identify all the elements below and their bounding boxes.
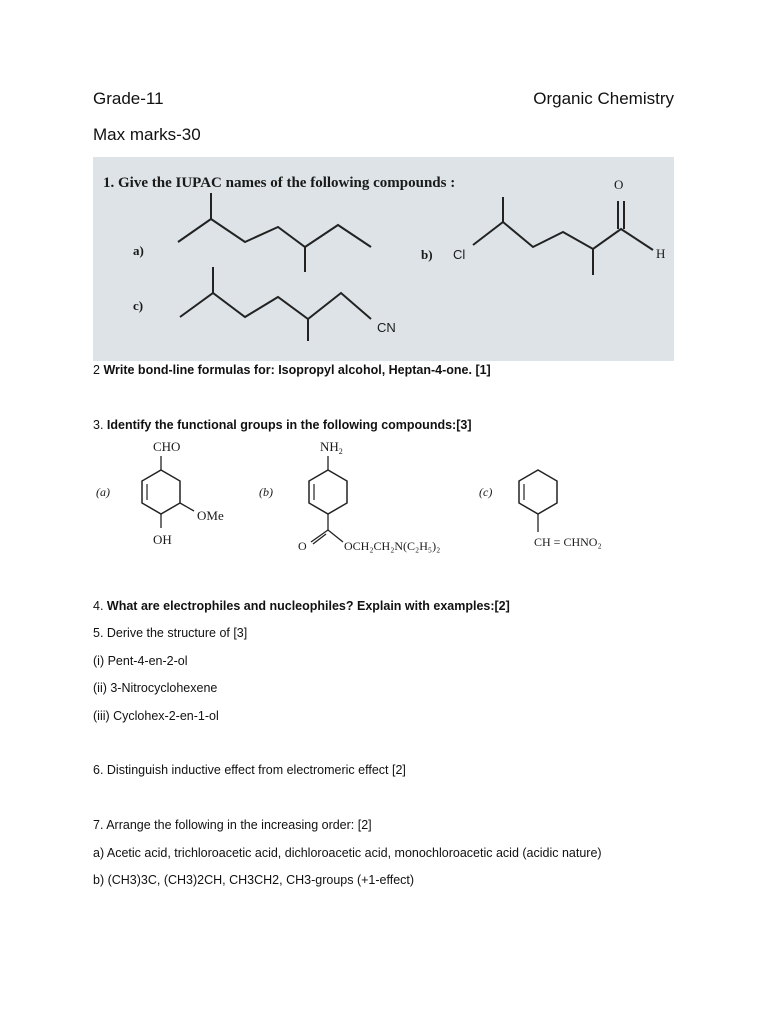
compound-a-chain: [178, 219, 371, 247]
compound-c-chain: [180, 293, 371, 319]
q3-c-chain: CH = CHNO₂: [534, 535, 602, 549]
q1-part-b-label: b): [421, 247, 433, 262]
grade-label: Grade-11: [93, 89, 164, 108]
question-7-part-b: b) (CH3)3C, (CH3)2CH, CH3CH2, CH3-groups (+1-effect): [93, 873, 415, 887]
q3-label-b: (b): [259, 485, 273, 499]
question-2: [93, 363, 491, 377]
question-6: 6. Distinguish inductive effect from electromeric effect [2]: [93, 763, 406, 777]
q1-part-c-label: c): [133, 298, 144, 313]
q3-b-chain: OCH₂CH₂N(C₂H₅)₂: [344, 539, 441, 553]
question-5-item: (ii) 3-Nitrocyclohexene: [93, 681, 218, 695]
q3-a-ome: OMe: [197, 508, 224, 523]
question-5-item: (iii) Cyclohex-2-en-1-ol: [93, 709, 219, 723]
compound-b-chain: [473, 222, 653, 250]
subject-label: Organic Chemistry: [533, 89, 674, 108]
question-3-structures: [93, 436, 633, 561]
question-7-part-a: a) Acetic acid, trichloroacetic acid, dichloroacetic acid, monochloroacetic acid (acidic nature): [93, 846, 602, 860]
question-4-text: What are electrophiles and nucleophiles? Explain with examples:[2]: [106, 599, 510, 613]
q1-part-a-label: a): [133, 243, 144, 258]
question-1-title: 1. Give the IUPAC names of the following compounds :: [103, 175, 456, 191]
question-5-item: (i) Pent-4-en-2-ol: [93, 654, 188, 668]
question-2-number: 2: [93, 363, 100, 377]
question-7-title: 7. Arrange the following in the increasing order: [2]: [93, 818, 372, 832]
max-marks-label: Max marks-30: [93, 125, 201, 144]
benzene-ring-b: [309, 470, 347, 514]
question-4: [93, 599, 510, 613]
q3-b-nh2: $NH_2$: [320, 439, 343, 456]
benzene-ring-c: [519, 470, 557, 514]
q1-chlorine-label: Cl: [453, 247, 466, 262]
q3-b-o: O: [298, 539, 307, 553]
question-5-title: 5. Derive the structure of [3]: [93, 626, 248, 640]
q1-cyano-label: CN: [377, 320, 396, 335]
question-2-text: Write bond-line formulas for: Isopropyl alcohol, Heptan-4-one. [1]: [103, 363, 491, 377]
question-1-structures: [93, 157, 674, 361]
question-3: [93, 418, 471, 432]
q3-label-c: (c): [479, 485, 493, 499]
question-4-number: 4.: [93, 599, 104, 613]
question-3-text: Identify the functional groups in the following compounds:[3]: [106, 418, 472, 432]
q3-a-oh: OH: [153, 532, 172, 547]
functional-group-structures: [93, 436, 633, 561]
question-3-number: 3.: [93, 418, 104, 432]
q3-a-cho: CHO: [153, 439, 181, 454]
question-1-image: [93, 157, 674, 361]
q1-oxygen-label: O: [614, 177, 624, 192]
q3-label-a: (a): [96, 485, 110, 499]
benzene-ring-a: [142, 470, 180, 514]
q1-hydrogen-label: H: [656, 246, 666, 261]
